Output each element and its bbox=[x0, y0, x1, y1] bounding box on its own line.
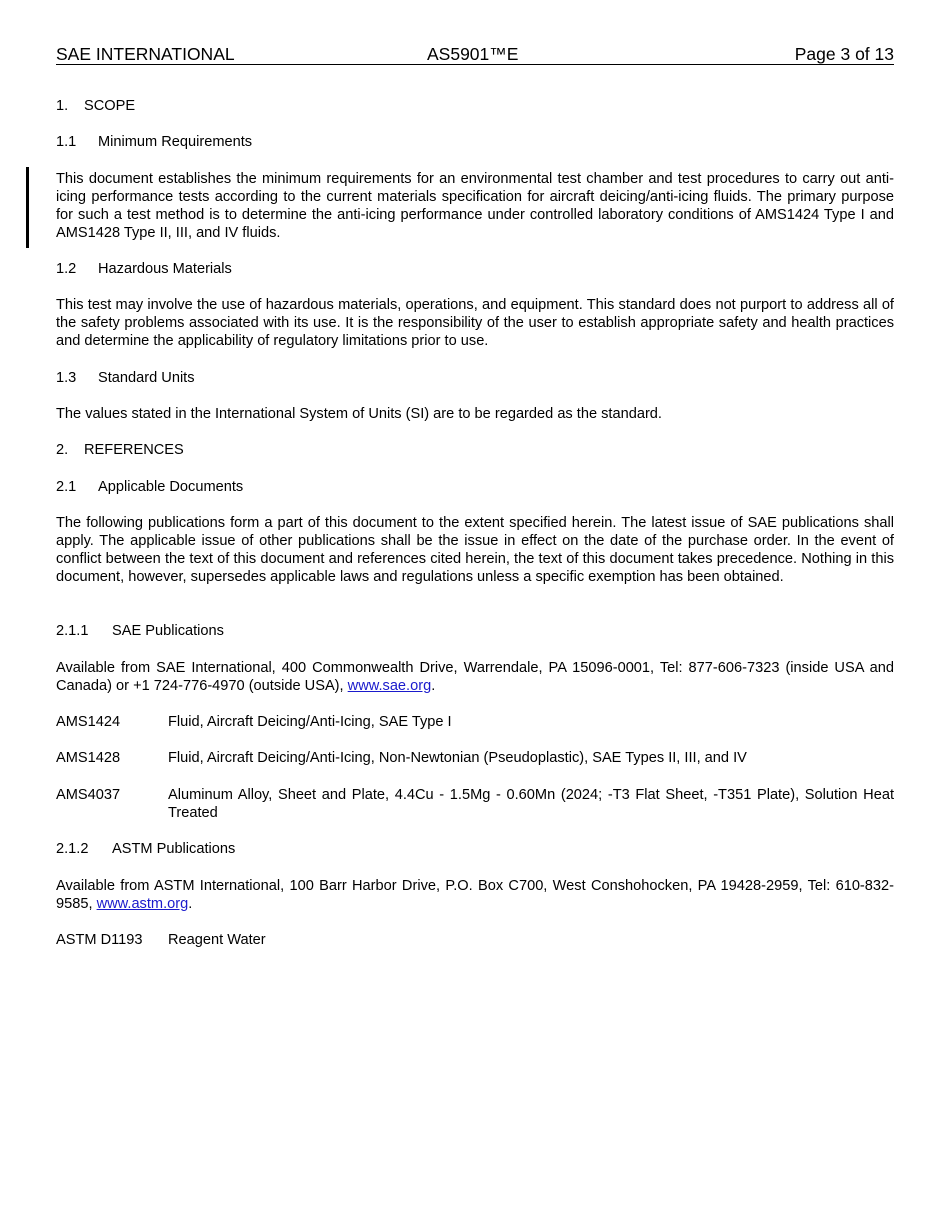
section-title: ASTM Publications bbox=[112, 841, 236, 857]
section-title: Applicable Documents bbox=[98, 479, 244, 495]
reference-row bbox=[56, 931, 894, 949]
section-number: 2. bbox=[56, 442, 69, 458]
section-title: REFERENCES bbox=[84, 442, 184, 458]
reference-title: Fluid, Aircraft Deicing/Anti-Icing, Non-Newtonian (Pseudoplastic), SAE Types II, III, and IV bbox=[168, 750, 747, 766]
reference-code: AMS4037 bbox=[56, 787, 121, 803]
section-title: Standard Units bbox=[98, 370, 195, 386]
reference-row bbox=[56, 749, 894, 767]
section-2-1-body: The following publications form a part of this document to the extent specified herein. The latest issue of SAE publications shall apply. The applicable issue of other publications shall be the issue in effect on the date of the purchase order. In the event of conflict between the text of this document and references cited herein, the text of this document takes precedence. Nothing in this document, however, supersedes applicable laws and regulations unless a specific exemption has been obtained. bbox=[56, 515, 894, 586]
reference-title: Aluminum Alloy, Sheet and Plate, 4.4Cu - 1.5Mg - 0.60Mn (2024; -T3 Flat Sheet, -T351 Plate), Solution Heat Treated bbox=[168, 787, 894, 822]
reference-title: Reagent Water bbox=[168, 932, 266, 948]
reference-code: ASTM D1193 bbox=[56, 932, 143, 948]
availability-text: Available from SAE International, 400 Commonwealth Drive, Warrendale, PA 15096-0001, Tel: 877-606-7323 (inside USA and Canada) or +1 724-776-4970 (outside USA), bbox=[56, 660, 894, 695]
section-2-1-heading bbox=[56, 478, 894, 496]
sae-website-link[interactable]: www.sae.org bbox=[347, 678, 432, 695]
availability-text: Available from ASTM International, 100 Barr Harbor Drive, P.O. Box C700, West Conshohocken, PA 19428-2959, Tel: 610-832-9585, bbox=[56, 878, 894, 913]
reference-row bbox=[56, 713, 894, 731]
section-1-3-body: The values stated in the International System of Units (SI) are to be regarded as the standard. bbox=[56, 406, 662, 422]
sentence-end: . bbox=[431, 678, 436, 695]
header-document-number: AS5901™E bbox=[427, 44, 519, 64]
section-number: 1. bbox=[56, 98, 69, 114]
sentence-end: . bbox=[188, 896, 193, 913]
section-1-2-body: This test may involve the use of hazardous materials, operations, and equipment. This standard does not purport to address all of the safety problems associated with its use. It is the responsibility of the user to establish appropriate safety and health practices and determine the applicability of regulatory limitations prior to use. bbox=[56, 297, 894, 350]
reference-code: AMS1428 bbox=[56, 750, 121, 766]
section-2-1-1-body bbox=[56, 659, 894, 695]
section-2-1-2-heading bbox=[56, 840, 894, 858]
reference-code: AMS1424 bbox=[56, 714, 121, 730]
page-header bbox=[56, 44, 894, 65]
reference-title: Fluid, Aircraft Deicing/Anti-Icing, SAE Type I bbox=[168, 714, 452, 730]
section-2-heading bbox=[56, 441, 894, 459]
section-2-1-1-heading bbox=[56, 622, 894, 640]
reference-row bbox=[56, 786, 894, 822]
revision-change-bar bbox=[26, 167, 29, 248]
section-number: 2.1.2 bbox=[56, 841, 89, 857]
section-1-heading bbox=[56, 97, 894, 115]
section-1-3-heading bbox=[56, 369, 894, 387]
section-1-2-heading bbox=[56, 260, 894, 278]
section-number: 1.1 bbox=[56, 134, 77, 150]
astm-website-link[interactable]: www.astm.org bbox=[96, 896, 189, 913]
section-1-1-body: This document establishes the minimum requirements for an environmental test chamber and test procedures to carry out anti-icing performance tests according to the current materials specification for aircraft deicing/anti-icing fluids. The primary purpose for such a test method is to determine the anti-icing performance under controlled laboratory conditions of AMS1424 Type I and AMS1428 Type II, III, and IV fluids. bbox=[56, 171, 894, 242]
section-title: Minimum Requirements bbox=[98, 134, 253, 150]
section-title: Hazardous Materials bbox=[98, 261, 232, 277]
section-title: SAE Publications bbox=[112, 623, 224, 639]
section-title: SCOPE bbox=[84, 98, 136, 114]
header-page-number: Page 3 of 13 bbox=[794, 44, 894, 64]
section-1-1-heading bbox=[56, 133, 894, 151]
section-number: 1.3 bbox=[56, 370, 77, 386]
section-2-1-2-body bbox=[56, 877, 894, 913]
section-number: 1.2 bbox=[56, 261, 77, 277]
header-organization: SAE INTERNATIONAL bbox=[56, 44, 235, 64]
section-number: 2.1 bbox=[56, 479, 77, 495]
section-number: 2.1.1 bbox=[56, 623, 89, 639]
